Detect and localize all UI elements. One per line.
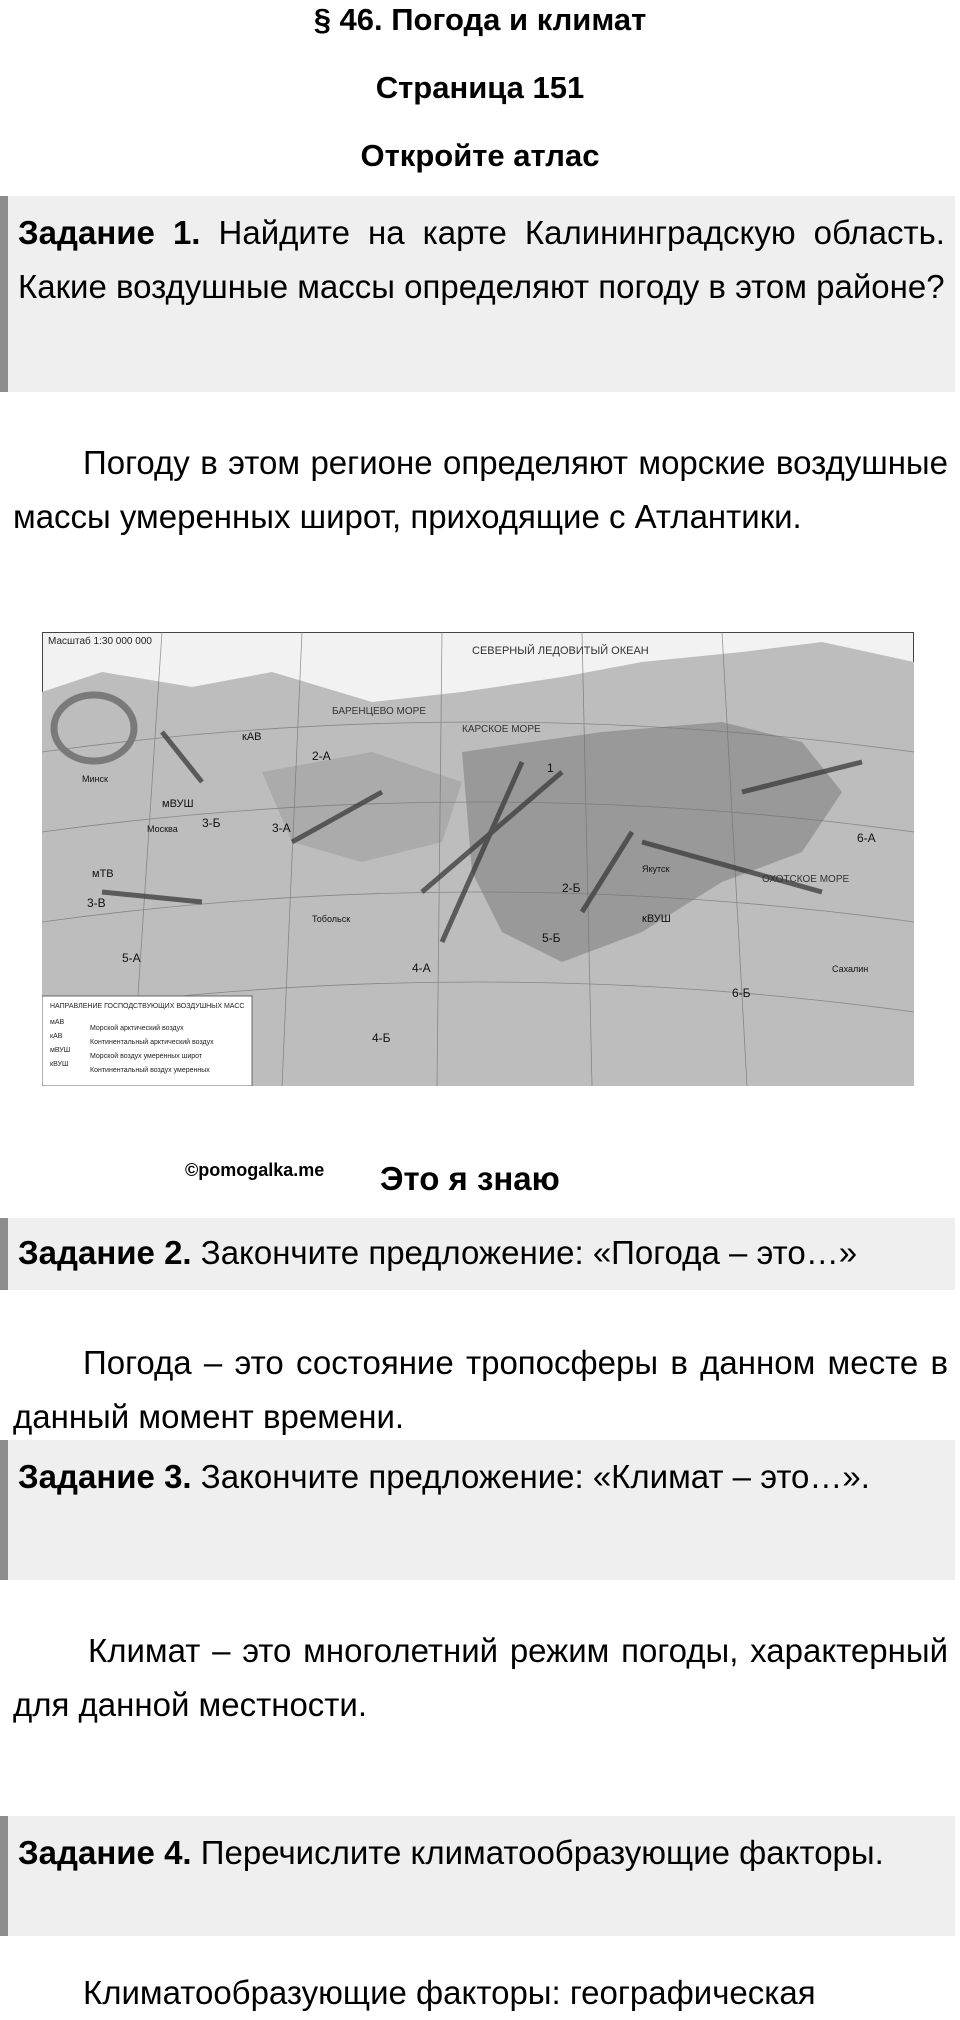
legend-text: Континентальный арктический воздух <box>90 1039 214 1046</box>
task-2-box <box>0 1218 955 1290</box>
map-region-code: 6-Б <box>732 986 751 1000</box>
task-3-label: Задание 3. <box>18 1458 192 1495</box>
task-1-box <box>0 196 955 392</box>
map-sea-label: БАРЕНЦЕВО МОРЕ <box>332 706 426 717</box>
watermark: ©pomogalka.me <box>185 1160 325 1180</box>
map-region-code: 3-В <box>87 896 106 910</box>
map-legend <box>42 996 252 1086</box>
atlas-label: Откройте атлас <box>360 138 600 173</box>
map-arrow-label: мВУШ <box>162 798 194 810</box>
map-city-label: Якутск <box>642 864 670 874</box>
section-title: § 46. Погода и климат <box>313 2 647 37</box>
page-label: Страница 151 <box>375 70 585 105</box>
task-4-box <box>0 1816 955 1936</box>
climate-map <box>42 632 914 1086</box>
map-region-code: 5-Б <box>542 931 561 945</box>
map-region-code: 3-Б <box>202 816 221 830</box>
task-2-text: Закончите предложение: «Погода – это…» <box>200 1234 858 1271</box>
legend-text: Морской арктический воздух <box>90 1025 184 1032</box>
map-city-label: Тобольск <box>312 914 351 924</box>
task-4-answer: Климатообразующие факторы: географическая <box>83 1974 816 2011</box>
map-city-label: Сахалин <box>832 964 869 974</box>
map-arrow-label: кВУШ <box>642 913 671 925</box>
map-region-code: 2-А <box>312 749 331 763</box>
map-region-code: 4-А <box>412 961 431 975</box>
map-arrow-label: мТВ <box>92 868 114 880</box>
map-city-label: Москва <box>147 824 178 834</box>
map-region-code: 2-Б <box>562 881 581 895</box>
task-1-answer: Погоду в этом регионе определяют морские воздушные массы умеренных широт, приходящие с Атлантики. <box>13 444 948 535</box>
map-region-code: 1 <box>547 761 554 775</box>
legend-code: мВУШ <box>50 1047 71 1054</box>
task-2-label: Задание 2. <box>18 1234 192 1271</box>
map-region-code: 5-А <box>122 951 141 965</box>
map-sea-label: КАРСКОЕ МОРЕ <box>462 724 541 735</box>
map-region-code: 4-Б <box>372 1031 391 1045</box>
known-heading: Это я знаю <box>380 1160 560 1197</box>
task-1-text: Найдите на карте Калининградскую область. Какие воздушные массы определяют погоду в этом районе? <box>18 214 945 305</box>
task-3-box <box>0 1440 955 1580</box>
map-region-code: 3-А <box>272 821 291 835</box>
map-ocean-label: СЕВЕРНЫЙ ЛЕДОВИТЫЙ ОКЕАН <box>472 645 649 657</box>
legend-text: Морской воздух умеренных широт <box>90 1053 203 1060</box>
task-1-label: Задание 1. <box>18 214 201 251</box>
legend-text: Континентальный воздух умеренных <box>90 1067 210 1074</box>
map-city-label: Минск <box>82 774 108 784</box>
legend-code: мАВ <box>50 1019 65 1026</box>
task-3-text: Закончите предложение: «Климат – это…». <box>200 1458 870 1495</box>
map-arrow-label: кАВ <box>242 731 262 743</box>
task-3-answer: Климат – это многолетний режим погоды, характерный для данной местности. <box>13 1632 948 1723</box>
map-region-code: 6-А <box>857 831 876 845</box>
map-scale-label: Масштаб 1:30 000 000 <box>48 636 152 647</box>
legend-code: кВУШ <box>50 1061 69 1068</box>
task-4-label: Задание 4. <box>18 1834 192 1871</box>
legend-code: кАВ <box>50 1033 63 1040</box>
legend-title: НАПРАВЛЕНИЕ ГОСПОДСТВУЮЩИХ ВОЗДУШНЫХ МАСС <box>50 1003 245 1010</box>
task-4-text: Перечислите климатообразующие факторы. <box>200 1834 884 1871</box>
task-2-answer: Погода – это состояние тропосферы в данном месте в данный момент времени. <box>13 1344 948 1435</box>
map-sea-label: ОХОТСКОЕ МОРЕ <box>762 874 850 885</box>
